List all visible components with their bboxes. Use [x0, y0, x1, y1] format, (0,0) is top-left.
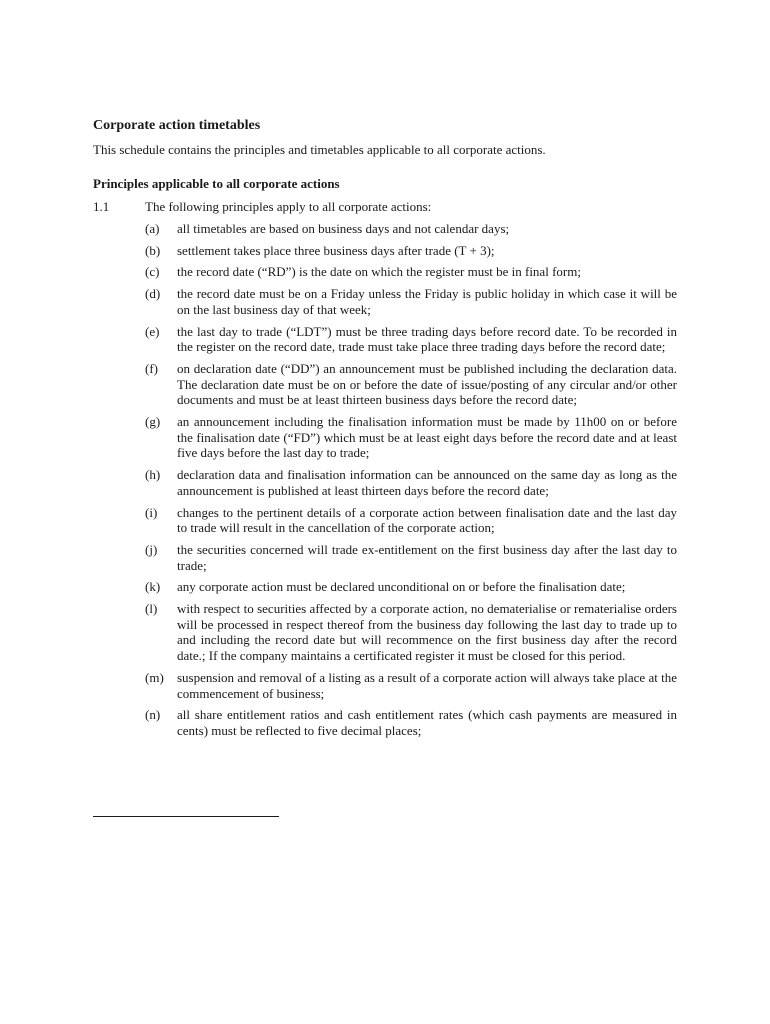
list-item [145, 414, 677, 461]
list-item [145, 542, 677, 573]
list-item [145, 264, 677, 280]
list-item [145, 505, 677, 536]
list-item-text: declaration data and finalisation information can be announced on the same day as long as the announcement is published at least thirteen days before the record date; [177, 467, 677, 498]
principles-list [145, 221, 677, 745]
list-item-text: settlement takes place three business days after trade (T + 3); [177, 242, 495, 258]
list-item [145, 324, 677, 355]
list-item-text: any corporate action must be declared unconditional on or before the finalisation date; [177, 579, 626, 595]
list-item-label: (m) [145, 669, 164, 685]
list-item-text: changes to the pertinent details of a corporate action between finalisation date and the last day to trade will result in the cancellation of the corporate action; [177, 504, 677, 536]
list-item-label: (e) [145, 323, 160, 339]
list-item-text: the securities concerned will trade ex-entitlement on the first business day after the last day to trade; [177, 541, 677, 573]
list-item-label: (c) [145, 264, 160, 280]
list-item-label: (d) [145, 286, 161, 302]
list-item-label: (g) [145, 414, 161, 430]
list-item-text: all timetables are based on business days and not calendar days; [177, 221, 510, 236]
list-item [145, 221, 677, 237]
intro-paragraph: This schedule contains the principles and timetables applicable to all corporate actions. [93, 142, 546, 157]
footnote-divider [93, 816, 279, 817]
list-item-label: (j) [145, 541, 158, 557]
list-item [145, 579, 677, 595]
list-item-text: all share entitlement ratios and cash entitlement rates (which cash payments are measured in cents) must be reflected to five decimal places; [177, 707, 677, 738]
list-item-text: an announcement including the finalisation information must be made by 11h00 on or before the finalisation date (“FD”) which must be at least eight days before the record date and at least five days before the last day to trade; [177, 414, 677, 461]
list-item-label: (n) [145, 707, 161, 723]
section-heading: Principles applicable to all corporate actions [93, 176, 340, 191]
list-item [145, 707, 677, 738]
list-item [145, 601, 677, 664]
list-item [145, 286, 677, 317]
list-item-label: (h) [145, 467, 161, 483]
list-item [145, 361, 677, 408]
list-item-label: (f) [145, 360, 158, 376]
list-item-text: the record date (“RD”) is the date on which the register must be in final form; [177, 264, 581, 280]
list-item-text: the last day to trade (“LDT”) must be three trading days before record date. To be recorded in the register on the record date, trade must take place three trading days before the record date; [177, 323, 677, 355]
list-item-label: (b) [145, 242, 161, 258]
list-item-label: (i) [145, 504, 158, 520]
clause-text: The following principles apply to all corporate actions: [145, 199, 432, 214]
list-item-label: (k) [145, 579, 161, 595]
list-item-text: with respect to securities affected by a corporate action, no dematerialise or rematerialise orders will be processed in respect thereof from the business day following the last day to trade up to and including the record date but will recommence on the first business day after the record date.; If the company maintains a certificated register it must be closed for this period. [177, 601, 677, 664]
list-item-text: the record date must be on a Friday unless the Friday is public holiday in which case it will be on the last business day of that week; [177, 286, 677, 317]
list-item-label: (a) [145, 221, 160, 236]
document-title: Corporate action timetables [93, 118, 261, 133]
list-item [145, 670, 677, 701]
list-item [145, 467, 677, 498]
list-item-text: suspension and removal of a listing as a result of a corporate action will always take place at the commencement of business; [177, 669, 677, 701]
clause-number: 1.1 [93, 199, 110, 214]
list-item-label: (l) [145, 601, 158, 617]
list-item [145, 243, 677, 259]
list-item-text: on declaration date (“DD”) an announcement must be published including the declaration data. The declaration date must be on or before the date of issue/posting of any circular and/or other documents and must be at least thirteen business days before the record date; [177, 360, 677, 408]
